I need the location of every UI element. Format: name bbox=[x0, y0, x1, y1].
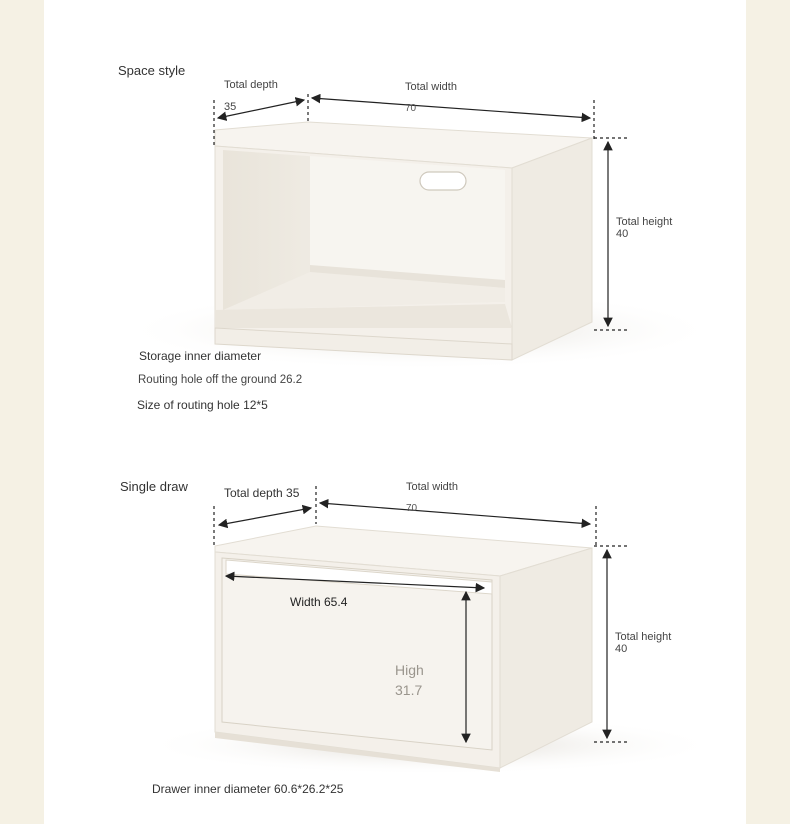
section-title-single-draw: Single draw bbox=[120, 479, 188, 494]
total-height-value: 40 bbox=[615, 643, 628, 655]
note-storage-inner-diameter: Storage inner diameter bbox=[139, 349, 262, 363]
total-depth-label: Total depth 35 bbox=[224, 486, 300, 500]
total-height-label: Total height bbox=[616, 216, 673, 228]
total-height-value: 40 bbox=[616, 228, 629, 240]
total-width-label: Total width bbox=[406, 481, 458, 493]
total-width-value: 70 bbox=[405, 103, 417, 114]
note-drawer-inner-diameter: Drawer inner diameter 60.6*26.2*25 bbox=[152, 782, 344, 796]
note-routing-hole-height: Routing hole off the ground 26.2 bbox=[138, 374, 303, 386]
open-cabinet-drawing bbox=[120, 122, 720, 370]
note-routing-hole-size: Size of routing hole 12*5 bbox=[137, 398, 268, 412]
total-width-label: Total width bbox=[405, 81, 457, 93]
total-depth-label: Total depth bbox=[224, 79, 278, 91]
total-width-value: 70 bbox=[406, 503, 418, 514]
cabinet-right-side bbox=[512, 138, 592, 360]
drawer-high-label: High bbox=[395, 662, 424, 678]
routing-hole bbox=[420, 172, 466, 190]
total-depth-value: 35 bbox=[224, 101, 237, 113]
drawer-width-label: Width 65.4 bbox=[290, 595, 348, 609]
drawer-cabinet-drawing bbox=[140, 526, 720, 775]
section-title-space-style: Space style bbox=[118, 63, 186, 78]
total-height-label: Total height bbox=[615, 631, 672, 643]
drawer-high-value: 31.7 bbox=[395, 682, 423, 698]
